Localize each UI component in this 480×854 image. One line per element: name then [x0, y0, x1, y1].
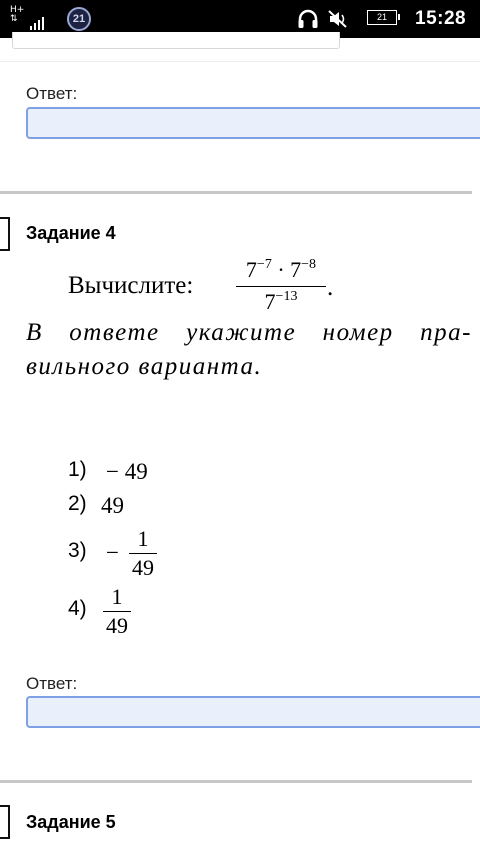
answer-input-task4[interactable] [26, 696, 480, 728]
task-title: Задание 5 [26, 812, 116, 832]
headphones-icon [297, 9, 319, 34]
expression-period: . [327, 274, 334, 301]
compute-word: Вычислите: [68, 272, 194, 299]
task-marker [0, 217, 10, 251]
signal-strength-icon [30, 12, 46, 30]
answer-input-task3[interactable] [26, 107, 480, 139]
previous-content-box [12, 32, 340, 49]
fraction-numerator: $7^{-7} \cdot 7^{-8}$ [245, 257, 317, 282]
answer-label: Ответ: [26, 84, 78, 103]
option-3-fraction: 1 49 [129, 526, 157, 581]
section-divider [0, 191, 472, 194]
divider [0, 61, 480, 62]
task-marker [0, 805, 10, 839]
section-divider [0, 780, 472, 783]
task-instruction: В ответе укажите номер пра-вильного варианта. [26, 319, 472, 380]
clock: 15:28 [415, 8, 467, 29]
network-type-indicator: H+ ⇅ [10, 5, 25, 24]
notification-badge[interactable]: 21 [67, 7, 91, 31]
battery-icon: 21 [367, 10, 397, 25]
expression-fraction [236, 256, 326, 317]
task-title: Задание 4 [26, 223, 116, 243]
vibrate-mute-icon [327, 9, 349, 34]
data-arrows-icon: ⇅ [10, 14, 18, 24]
fraction-denominator: $7^{-13}$ [264, 289, 298, 315]
option-4-fraction: 1 49 [103, 584, 131, 639]
answer-label: Ответ: [26, 674, 78, 693]
